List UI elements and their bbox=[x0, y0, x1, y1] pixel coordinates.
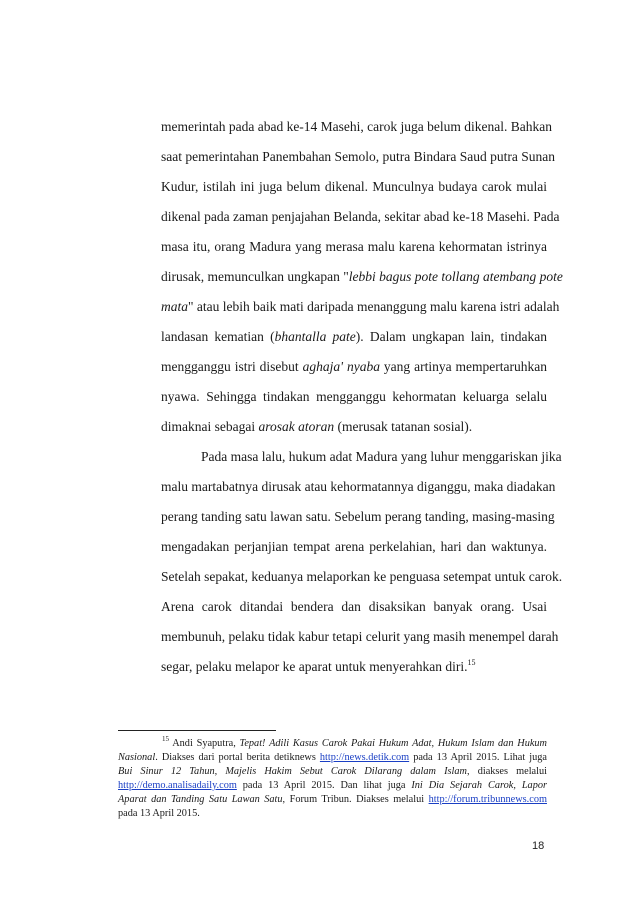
body-line: membunuh, pelaku tidak kabur tetapi celurit yang masih menempel darah bbox=[161, 629, 559, 644]
body-line: dikenal pada zaman penjajahan Belanda, sekitar abad ke-18 Masehi. Pada bbox=[161, 209, 560, 224]
body-line: Pada masa lalu, hukum adat Madura yang luhur menggariskan jika bbox=[201, 449, 562, 464]
body-line: perang tanding satu lawan satu. Sebelum perang tanding, masing-masing bbox=[161, 509, 555, 524]
body-line: mengadakan perjanjian tempat arena perkelahian, hari dan waktunya. bbox=[161, 539, 547, 554]
body-line: malu martabatnya dirusak atau kehormatannya diganggu, maka diadakan bbox=[161, 479, 556, 494]
footnote-line: Bui Sinur 12 Tahun, Majelis Hakim Sebut Carok Dilarang dalam Islam, diakses melalui bbox=[118, 766, 548, 777]
body-line: mata" atau lebih baik mati daripada menanggung malu karena istri adalah bbox=[161, 299, 560, 314]
footnote-link-detik[interactable]: http://news.detik.com bbox=[319, 752, 410, 763]
footnote-separator bbox=[118, 730, 276, 731]
body-line: Arena carok ditandai bendera dan disaksikan banyak orang. Usai bbox=[161, 599, 547, 614]
body-line: Setelah sepakat, keduanya melaporkan ke penguasa setempat untuk carok. bbox=[161, 569, 563, 584]
page-number: 18 bbox=[532, 840, 545, 852]
body-line: landasan kematian (bhantalla pate). Dalam ungkapan lain, tindakan bbox=[161, 329, 547, 344]
footnote-line: Aparat dan Tanding Satu Lawan Satu, Forum Tribun. Diakses melalui http://forum.tribunnews.com bbox=[118, 794, 547, 805]
body-line: mengganggu istri disebut aghaja' nyaba yang artinya mempertaruhkan bbox=[161, 359, 548, 374]
footnote-line: $^{15}$ Andi Syaputra, Tepat! Adili Kasus Carok Pakai Hukum Adat, Hukum Islam dan Hukum bbox=[162, 735, 547, 749]
footnote-reference[interactable]: 15 bbox=[467, 658, 476, 667]
footnote-number: 15 bbox=[162, 735, 169, 743]
footnote-link-analisadaily[interactable]: http://demo.analisadaily.com bbox=[118, 780, 237, 791]
footnote-link-tribunnews[interactable]: http://forum.tribunnews.com bbox=[428, 794, 547, 805]
footnote-line: pada 13 April 2015. bbox=[118, 808, 200, 819]
body-line: Kudur, istilah ini juga belum dikenal. Munculnya budaya carok mulai bbox=[161, 179, 547, 194]
body-line: memerintah pada abad ke-14 Masehi, carok juga belum dikenal. Bahkan bbox=[161, 119, 552, 134]
body-line: dimaknai sebagai arosak atoran (merusak tatanan sosial). bbox=[161, 419, 473, 434]
footnote-line: http://demo.analisadaily.com pada 13 April 2015. Dan lihat juga Ini Dia Sejarah Carok, Lapor bbox=[118, 780, 547, 791]
body-line: saat pemerintahan Panembahan Semolo, putra Bindara Saud putra Sunan bbox=[161, 149, 556, 164]
body-line: nyawa. Sehingga tindakan mengganggu kehormatan keluarga selalu bbox=[161, 389, 547, 404]
body-line: segar, pelaku melapor ke aparat untuk menyerahkan diri.$^{15}$ bbox=[161, 658, 476, 674]
body-line: masa itu, orang Madura yang merasa malu karena kehormatan istrinya bbox=[161, 239, 547, 254]
footnote-line: Nasional. Diakses dari portal berita detiknews http://news.detik.com pada 13 April 2015. Lihat juga bbox=[118, 752, 547, 763]
body-line: dirusak, memunculkan ungkapan "lebbi bagus pote tollang atembang pote bbox=[161, 269, 563, 284]
